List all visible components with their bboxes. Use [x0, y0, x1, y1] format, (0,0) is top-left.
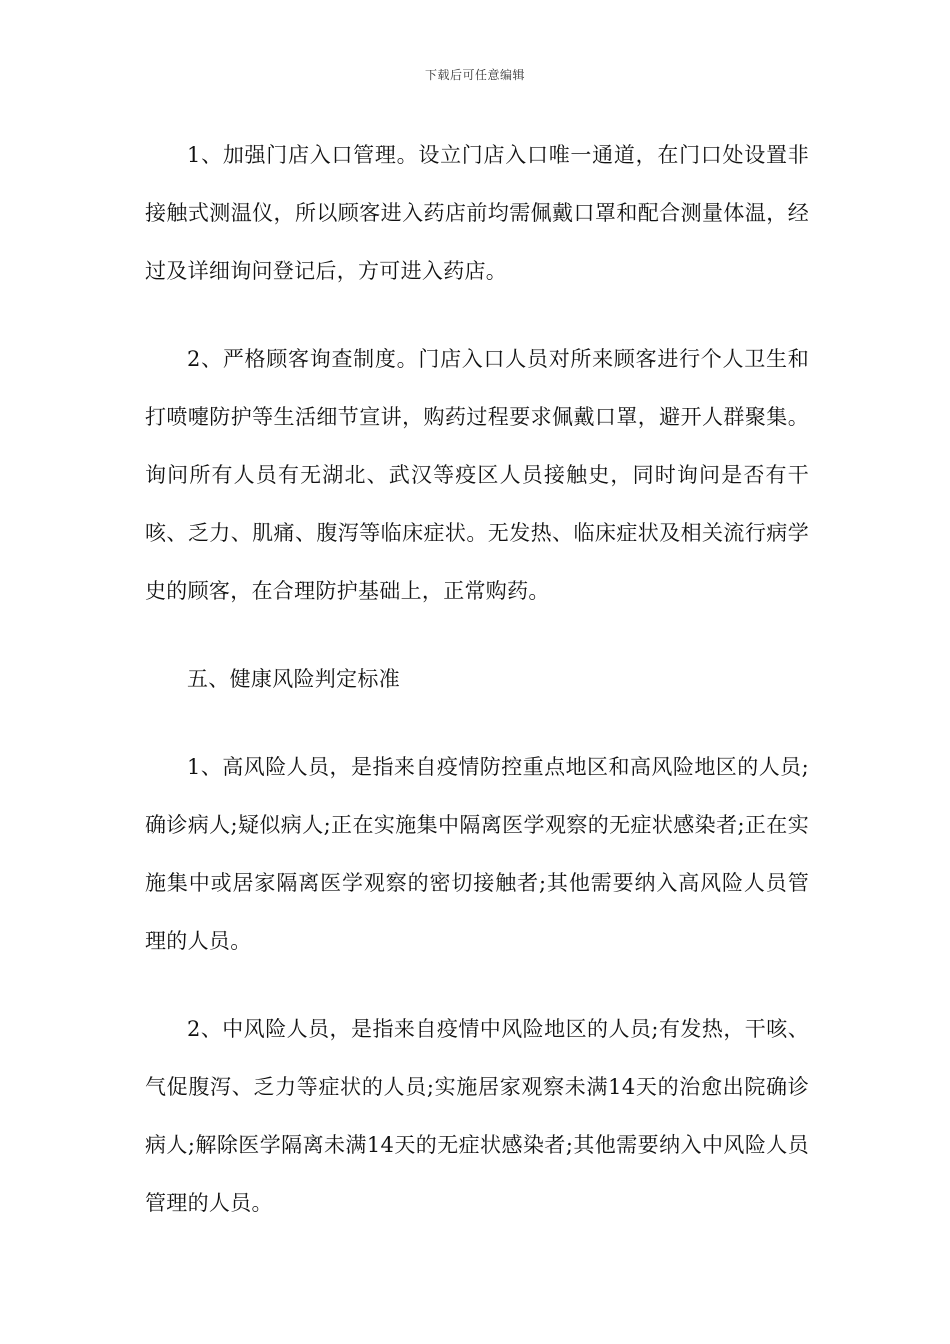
- paragraph-entrance-management: 1、加强门店入口管理。设立门店入口唯一通道，在门口处设置非接触式测温仪，所以顾客进入药店前均需佩戴口罩和配合测量体温，经过及详细询问登记后，方可进入药店。: [145, 143, 809, 283]
- paragraph-high-risk: 1、高风险人员，是指来自疫情防控重点地区和高风险地区的人员;确诊病人;疑似病人;正在实施集中隔离医学观察的无症状感染者;正在实施集中或居家隔离医学观察的密切接触者;其他需要纳入高风险人员管理的人员。: [145, 755, 809, 953]
- document-body: [145, 126, 809, 1262]
- paragraph-medium-risk: 2、中风险人员，是指来自疫情中风险地区的人员;有发热，干咳、气促腹泻、乏力等症状的人员;实施居家观察未满14天的治愈出院确诊病人;解除医学隔离未满14天的无症状感染者;其他需要纳入中风险人员管理的人员。: [145, 1017, 809, 1215]
- header-note: 下载后可任意编辑: [424, 68, 525, 82]
- section-heading-risk-standards: 五、健康风险判定标准: [187, 667, 400, 691]
- paragraph-customer-inquiry: 2、严格顾客询查制度。门店入口人员对所来顾客进行个人卫生和打喷嚏防护等生活细节宣讲，购药过程要求佩戴口罩，避开人群聚集。询问所有人员有无湖北、武汉等疫区人员接触史，同时询问是否有干咳、乏力、肌痛、腹泻等临床症状。无发热、临床症状及相关流行病学史的顾客，在合理防护基础上，正常购药。: [145, 347, 809, 603]
